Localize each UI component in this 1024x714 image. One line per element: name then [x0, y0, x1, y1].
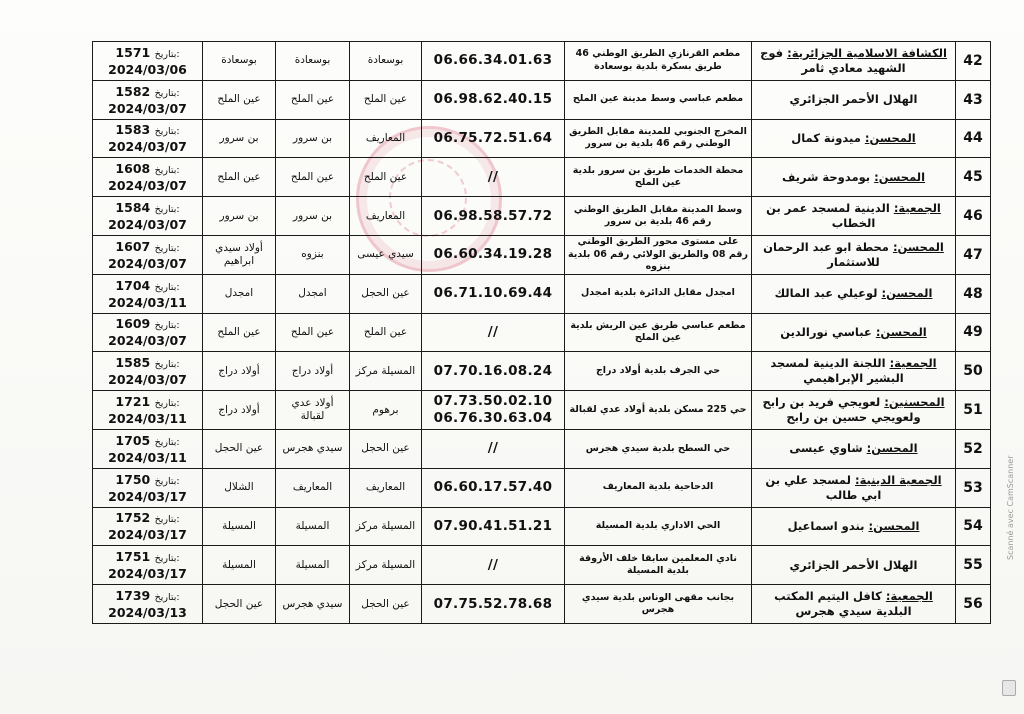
permit-number: 1608: [115, 161, 151, 177]
permit-number: 1607: [115, 238, 151, 254]
row-number: 44: [956, 119, 991, 158]
daira-cell: بوسعادة: [350, 42, 422, 81]
address-cell: الحي الاداري بلدية المسيلة: [565, 507, 752, 546]
permit-date: 2024/03/07: [108, 178, 187, 194]
address-cell: حي الجرف بلدية أولاد دراج: [565, 352, 752, 391]
table-row: [93, 391, 991, 430]
phone-cell: 07.73.50.02.10 06.76.30.63.04: [422, 391, 565, 430]
row-number: 50: [956, 352, 991, 391]
district-cell: امجدل: [276, 274, 350, 313]
date-label: بتاريخ:: [154, 165, 180, 177]
table-row: [93, 80, 991, 119]
organizer-category: المحسنين:: [884, 395, 945, 410]
organizer-cell: [752, 585, 956, 624]
address-cell: بجانب مقهى الوناس بلدية سيدي هجرس: [565, 585, 752, 624]
phone-cell: //: [422, 546, 565, 585]
phone-cell: 06.98.58.57.72: [422, 197, 565, 236]
permit-date: 2024/03/07: [108, 217, 187, 233]
organizer-name: فوج الشهيد معادي ثامر: [760, 45, 906, 75]
organizer-name: شاوي عيسى: [789, 441, 863, 456]
registry-table: [92, 41, 991, 624]
permit-date-cell: [93, 391, 203, 430]
table-row: [93, 119, 991, 158]
municipality-cell: أولاد دراج: [203, 352, 276, 391]
date-label: بتاريخ:: [154, 87, 180, 99]
phone-cell: 06.98.62.40.15: [422, 80, 565, 119]
permit-date: 2024/03/07: [108, 139, 187, 155]
daira-cell: المسيلة مركز: [350, 507, 422, 546]
daira-cell: عين الحجل: [350, 585, 422, 624]
date-label: بتاريخ:: [154, 126, 180, 138]
organizer-name: لعويجي فريد بن رابح ولعويجي حسين بن رابح: [762, 395, 921, 425]
organizer-name: اللجنة الدينية لمسجد البشير الإبراهيمي: [770, 356, 904, 386]
organizer-name: محطة ابو عبد الرحمان للاستثمار: [763, 239, 889, 269]
table-row: [93, 546, 991, 585]
organizer-cell: [752, 429, 956, 468]
scanner-app-icon: [1002, 680, 1016, 696]
row-number: 51: [956, 391, 991, 430]
row-number: 47: [956, 235, 991, 274]
district-cell: بنزوه: [276, 235, 350, 274]
daira-cell: المسيلة مركز: [350, 546, 422, 585]
phone-cell: 06.75.72.51.64: [422, 119, 565, 158]
municipality-cell: أولاد سيدي ابراهيم: [203, 235, 276, 274]
permit-number: 1721: [115, 394, 151, 410]
organizer-cell: [752, 158, 956, 197]
permit-date: 2024/03/07: [108, 333, 187, 349]
organizer-name: بومدوحة شريف: [781, 169, 871, 184]
organizer-name: لمسجد علي بن ابي طالب: [765, 472, 882, 502]
table-row: [93, 352, 991, 391]
organizer-name: كافل اليتيم المكتب البلدية سيدي هجرس: [774, 589, 912, 619]
organizer-cell: [752, 80, 956, 119]
organizer-cell: [752, 468, 956, 507]
permit-date-cell: [93, 468, 203, 507]
municipality-cell: الشلال: [203, 468, 276, 507]
permit-date-cell: [93, 80, 203, 119]
registry-rows: [93, 42, 991, 624]
row-number: 43: [956, 80, 991, 119]
organizer-category: الكشافة الاسلامية الجزائرية:: [787, 45, 947, 60]
permit-date: 2024/03/17: [108, 527, 187, 543]
municipality-cell: عين الملح: [203, 80, 276, 119]
row-number: 49: [956, 313, 991, 352]
address-cell: مطعم عباسي وسط مدينة عين الملح: [565, 80, 752, 119]
organizer-cell: [752, 391, 956, 430]
permit-date-cell: [93, 197, 203, 236]
daira-cell: عين الحجل: [350, 429, 422, 468]
organizer-name: الدينية لمسجد عمر بن الخطاب: [766, 201, 890, 231]
organizer-category: المحسن:: [866, 441, 918, 456]
permit-date: 2024/03/07: [108, 255, 187, 271]
organizer-name: عباسي نورالدين: [780, 324, 872, 339]
organizer-cell: [752, 313, 956, 352]
organizer-name: الهلال الأحمر الجزائري: [789, 557, 918, 572]
permit-date: 2024/03/11: [108, 449, 187, 465]
organizer-name: ميدونة كمال: [791, 130, 861, 145]
organizer-cell: [752, 42, 956, 81]
row-number: 56: [956, 585, 991, 624]
address-cell: محطة الخدمات طريق بن سرور بلدية عين الملح: [565, 158, 752, 197]
daira-cell: المعاريف: [350, 468, 422, 507]
municipality-cell: المسيلة: [203, 546, 276, 585]
permit-number: 1584: [115, 200, 151, 216]
organizer-category: المحسن:: [868, 518, 920, 533]
district-cell: عين الملح: [276, 158, 350, 197]
permit-date-cell: [93, 585, 203, 624]
row-number: 42: [956, 42, 991, 81]
table-row: [93, 235, 991, 274]
district-cell: بن سرور: [276, 197, 350, 236]
organizer-name: لوعيلي عبد المالك: [774, 286, 878, 301]
organizer-cell: [752, 274, 956, 313]
permit-date-cell: [93, 274, 203, 313]
phone-cell: 06.60.34.19.28: [422, 235, 565, 274]
date-label: بتاريخ:: [154, 436, 180, 448]
permit-number: 1750: [115, 471, 151, 487]
daira-cell: عين الملح: [350, 158, 422, 197]
district-cell: المعاريف: [276, 468, 350, 507]
permit-number: 1582: [115, 83, 151, 99]
organizer-name: بندو اسماعيل: [787, 518, 865, 533]
daira-cell: عين الملح: [350, 80, 422, 119]
permit-date-cell: [93, 158, 203, 197]
phone-cell: //: [422, 158, 565, 197]
phone-cell: //: [422, 313, 565, 352]
permit-date: 2024/03/11: [108, 411, 187, 427]
date-label: بتاريخ:: [154, 204, 180, 216]
phone-cell: 07.90.41.51.21: [422, 507, 565, 546]
address-cell: نادي المعلمين سابقا خلف الأروقة بلدية المسيلة: [565, 546, 752, 585]
permit-date-cell: [93, 507, 203, 546]
organizer-cell: [752, 119, 956, 158]
address-cell: المخرج الجنوبي للمدينة مقابل الطريق الوطني رقم 46 بلدية بن سرور: [565, 119, 752, 158]
phone-cell: 06.66.34.01.63: [422, 42, 565, 81]
district-cell: المسيلة: [276, 507, 350, 546]
table-row: [93, 507, 991, 546]
date-label: بتاريخ:: [154, 475, 180, 487]
address-cell: حي السطح بلدية سيدي هجرس: [565, 429, 752, 468]
organizer-category: المحسن:: [881, 286, 933, 301]
daira-cell: عين الحجل: [350, 274, 422, 313]
phone-cell: 06.60.17.57.40: [422, 468, 565, 507]
district-cell: عين الملح: [276, 80, 350, 119]
address-cell: مطعم القرنازي الطريق الوطني 46 طريق بسكرة بلدية بوسعادة: [565, 42, 752, 81]
row-number: 52: [956, 429, 991, 468]
daira-cell: المعاريف: [350, 197, 422, 236]
permit-number: 1609: [115, 316, 151, 332]
district-cell: المسيلة: [276, 546, 350, 585]
table-row: [93, 585, 991, 624]
date-label: بتاريخ:: [154, 48, 180, 60]
daira-cell: المسيلة مركز: [350, 352, 422, 391]
permit-date-cell: [93, 313, 203, 352]
table-row: [93, 158, 991, 197]
address-cell: حي 225 مسكن بلدية أولاد عدي لقبالة: [565, 391, 752, 430]
phone-cell: //: [422, 429, 565, 468]
table-row: [93, 42, 991, 81]
table-row: [93, 274, 991, 313]
permit-date: 2024/03/11: [108, 294, 187, 310]
organizer-category: الجمعية الدينية:: [854, 472, 942, 487]
permit-number: 1751: [115, 549, 151, 565]
organizer-category: المحسن:: [864, 130, 916, 145]
municipality-cell: عين الحجل: [203, 429, 276, 468]
permit-date-cell: [93, 119, 203, 158]
district-cell: بن سرور: [276, 119, 350, 158]
district-cell: أولاد دراج: [276, 352, 350, 391]
table-row: [93, 429, 991, 468]
phone-cell: 07.70.16.08.24: [422, 352, 565, 391]
organizer-cell: [752, 507, 956, 546]
permit-number: 1585: [115, 355, 151, 371]
municipality-cell: المسيلة: [203, 507, 276, 546]
permit-date: 2024/03/07: [108, 372, 187, 388]
daira-cell: برهوم: [350, 391, 422, 430]
organizer-category: الجمعية:: [893, 201, 941, 216]
district-cell: عين الملح: [276, 313, 350, 352]
permit-number: 1705: [115, 432, 151, 448]
municipality-cell: بن سرور: [203, 119, 276, 158]
organizer-category: المحسن:: [892, 239, 944, 254]
permit-number: 1752: [115, 510, 151, 526]
date-label: بتاريخ:: [154, 281, 180, 293]
date-label: بتاريخ:: [154, 592, 180, 604]
row-number: 54: [956, 507, 991, 546]
permit-number: 1704: [115, 277, 151, 293]
municipality-cell: بوسعادة: [203, 42, 276, 81]
organizer-cell: [752, 546, 956, 585]
organizer-category: المحسن:: [874, 169, 926, 184]
date-label: بتاريخ:: [154, 359, 180, 371]
table-row: [93, 313, 991, 352]
permit-date-cell: [93, 235, 203, 274]
municipality-cell: امجدل: [203, 274, 276, 313]
daira-cell: المعاريف: [350, 119, 422, 158]
daira-cell: سيدي عيسى: [350, 235, 422, 274]
address-cell: مطعم عباسي طريق عين الريش بلدية عين الملح: [565, 313, 752, 352]
date-label: بتاريخ:: [154, 242, 180, 254]
organizer-category: الجمعية:: [885, 589, 933, 604]
organizer-name: الهلال الأحمر الجزائري: [789, 92, 918, 107]
municipality-cell: عين الملح: [203, 158, 276, 197]
date-label: بتاريخ:: [154, 320, 180, 332]
organizer-category: المحسن:: [875, 324, 927, 339]
permit-date-cell: [93, 546, 203, 585]
date-label: بتاريخ:: [154, 514, 180, 526]
row-number: 46: [956, 197, 991, 236]
permit-number: 1583: [115, 122, 151, 138]
permit-date-cell: [93, 42, 203, 81]
phone-cell: 06.71.10.69.44: [422, 274, 565, 313]
permit-date: 2024/03/13: [108, 605, 187, 621]
municipality-cell: عين الحجل: [203, 585, 276, 624]
permit-date: 2024/03/17: [108, 566, 187, 582]
scanner-watermark: Scanné avec CamScanner: [1006, 455, 1015, 560]
permit-number: 1571: [115, 44, 151, 60]
table-row: [93, 197, 991, 236]
permit-date-cell: [93, 429, 203, 468]
district-cell: سيدي هجرس: [276, 429, 350, 468]
district-cell: بوسعادة: [276, 42, 350, 81]
row-number: 55: [956, 546, 991, 585]
permit-number: 1739: [115, 588, 151, 604]
address-cell: الدحاحية بلدية المعاريف: [565, 468, 752, 507]
permit-date: 2024/03/06: [108, 61, 187, 77]
daira-cell: عين الملح: [350, 313, 422, 352]
date-label: بتاريخ:: [154, 398, 180, 410]
organizer-cell: [752, 197, 956, 236]
municipality-cell: عين الملح: [203, 313, 276, 352]
address-cell: على مستوى محور الطريق الوطني رقم 08 والطريق الولائي رقم 06 بلدية بنزوه: [565, 235, 752, 274]
district-cell: سيدي هجرس: [276, 585, 350, 624]
permit-date: 2024/03/07: [108, 100, 187, 116]
table-row: [93, 468, 991, 507]
permit-date: 2024/03/17: [108, 488, 187, 504]
organizer-cell: [752, 352, 956, 391]
address-cell: امجدل مقابل الدائرة بلدية امجدل: [565, 274, 752, 313]
organizer-cell: [752, 235, 956, 274]
organizer-category: الجمعية:: [889, 356, 937, 371]
row-number: 45: [956, 158, 991, 197]
row-number: 53: [956, 468, 991, 507]
municipality-cell: أولاد دراج: [203, 391, 276, 430]
row-number: 48: [956, 274, 991, 313]
municipality-cell: بن سرور: [203, 197, 276, 236]
address-cell: وسط المدينة مقابل الطريق الوطني رقم 46 بلدية بن سرور: [565, 197, 752, 236]
permit-date-cell: [93, 352, 203, 391]
district-cell: أولاد عدي لقبالة: [276, 391, 350, 430]
date-label: بتاريخ:: [154, 553, 180, 565]
phone-cell: 07.75.52.78.68: [422, 585, 565, 624]
